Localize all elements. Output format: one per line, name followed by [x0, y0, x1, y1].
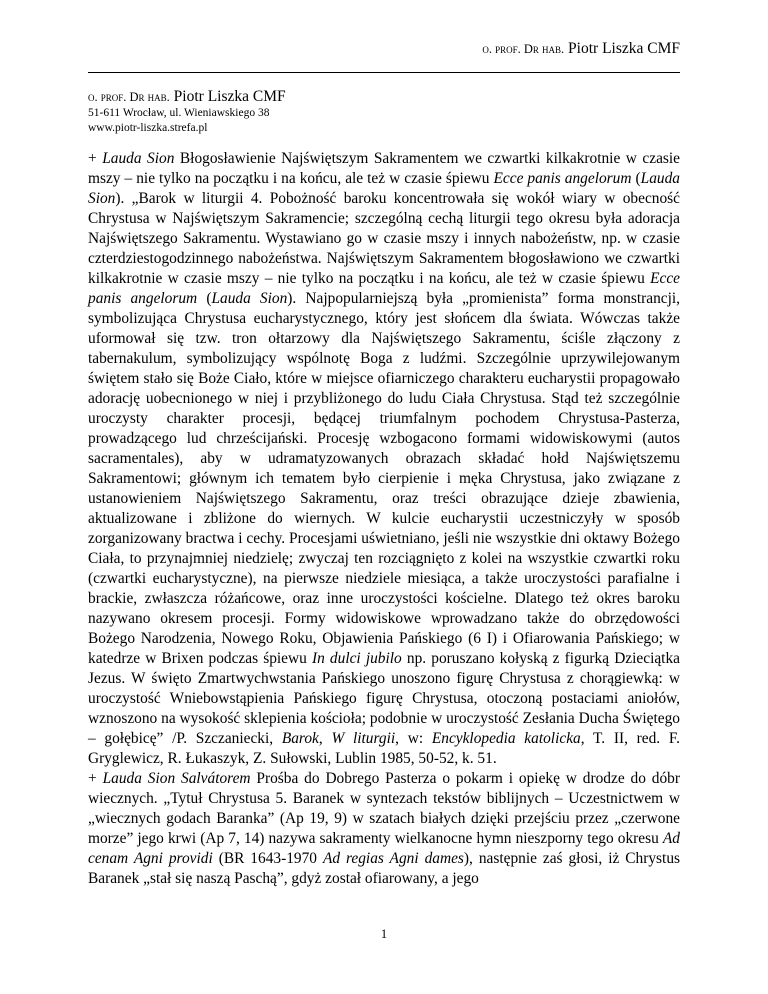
header-prefix: o. prof. Dr hab. [482, 42, 565, 56]
header-divider [88, 72, 680, 73]
page-number: 1 [380, 927, 388, 941]
header-author-name: Piotr Liszka CMF [568, 40, 680, 57]
document-content [88, 88, 680, 889]
author-address: 51-611 Wrocław, ul. Wieniawskiego 38 [88, 107, 270, 120]
author-line [88, 88, 680, 106]
paragraph-lauda-sion-salvatorem: + Lauda Sion Salvátorem Prośba do Dobrego Pasterza o pokarm i opiekę w drodze do dóbr wiecznych. „Tytuł Chrystusa 5. Baranek w syntezach tekstów biblijnych – Uczestnictwem w „wiecznych godach Baranka” (Ap 19, 9) w szatach białych dzięki przejściu przez „czerwone morze” jego krwi (Ap 7, 14) nazywa sakramenty wielkanocne hymn nieszporny tego okresu Ad cenam Agni providi (BR 1643-1970 Ad regias Agni dames), następnie zaś głosi, iż Chrystus Baranek „stał się naszą Paschą”, gdyż został ofiarowany, a jego [88, 770, 681, 888]
author-name: Piotr Liszka CMF [173, 88, 286, 105]
author-prefix: o. prof. Dr hab. [88, 90, 170, 104]
author-block [88, 88, 680, 137]
author-website: www.piotr-liszka.strefa.pl [88, 122, 208, 135]
page-header [88, 40, 680, 58]
body-text [88, 149, 680, 890]
paragraph-lauda-sion-1: + Lauda Sion Błogosławienie Najświętszym Sakramentem we czwartki kilkakrotnie w czasie mszy – nie tylko na początku i na końcu, ale też w czasie śpiewu Ecce panis angelorum (Lauda Sion). „Barok w liturgii 4. Pobożność baroku koncentrowała się wokół wiary w obecność Chrystusa w Najświętszym Sakramencie; szczególną cechą liturgii tego okresu była adoracja Najświętszego Sakramentu. Wystawiano go w czasie mszy i innych nabożeństw, np. w czasie czterdziestogodzinnego nabożeństwa. Najświętszym Sakramentem błogosławiono we czwartki kilkakrotnie w czasie mszy – nie tylko na początku i na końcu, ale też w czasie śpiewu Ecce panis angelorum (Lauda Sion). Najpopularniejszą była „promienista” forma monstrancji, symbolizująca Chrystusa eucharystycznego, który jest słońcem dla świata. Wówczas także uformował się tzw. tron ołtarzowy dla Najświętszego Sakramentu, ściśle złączony z tabernakulum, symbolizujący wspólnotę Boga z ludźmi. Szczególnie uprzywilejowanym świętem stało się Boże Ciało, które w miejsce ofiarniczego charakteru eucharystii propagowało adorację uobecnionego w niej i przybliżonego do ludu Ciała Chrystusa. Stąd też szczególnie uroczysty charakter procesji, będącej triumfalnym pochodem Chrystusa-Pasterza, prowadzącego lud chrześcijański. Procesję wzbogacono formami widowiskowymi (autos sacramentales), aby w udramatyzowanych obrazach składać hołd Najświętszemu Sakramentowi; głównym ich tematem było cierpienie i męka Chrystusa, jako związane z ustanowieniem Najświętszego Sakramentu, oraz treści obrazujące dzieje zbawienia, aktualizowane i zbliżone do wiernych. W kulcie eucharystii uczestniczyły w sposób zorganizowany bractwa i cechy. Procesjami uświetniano, jeśli nie wszystkie dni oktawy Bożego Ciała, to przynajmniej niedzielę; zwyczaj ten rozciągnięto z kolei na wszystkie czwartki roku (czwartki eucharystyczne), na pierwsze niedziele miesiąca, a także uroczystości parafialne i brackie, zwłaszcza różańcowe, oraz inne uroczystości kościelne. Dlatego też okres baroku nazywano okresem procesji. Formy widowiskowe wprowadzano także do obrzędowości Bożego Narodzenia, Nowego Roku, Objawienia Pańskiego (6 I) i Ofiarowania Pańskiego; w katedrze w Brixen podczas śpiewu In dulci jubilo np. poruszano kołyską z figurką Dzieciątka Jezus. W święto Zmartwychwstania Pańskiego unoszono figurę Chrystusa z chorągiewką: w uroczystość Wniebowstąpienia Pańskiego figurę Chrystusa, otoczoną postaciami aniołów, wznoszono na wysokość sklepienia kościoła; podobnie w uroczystość Zesłania Ducha Świętego – gołębicę” /P. Szczaniecki, Barok, W liturgii, w: Encyklopedia katolicka, T. II, red. F. Gryglewicz, R. Łukaszyk, Z. Sułowski, Lublin 1985, 50-52, k. 51. [88, 149, 681, 768]
